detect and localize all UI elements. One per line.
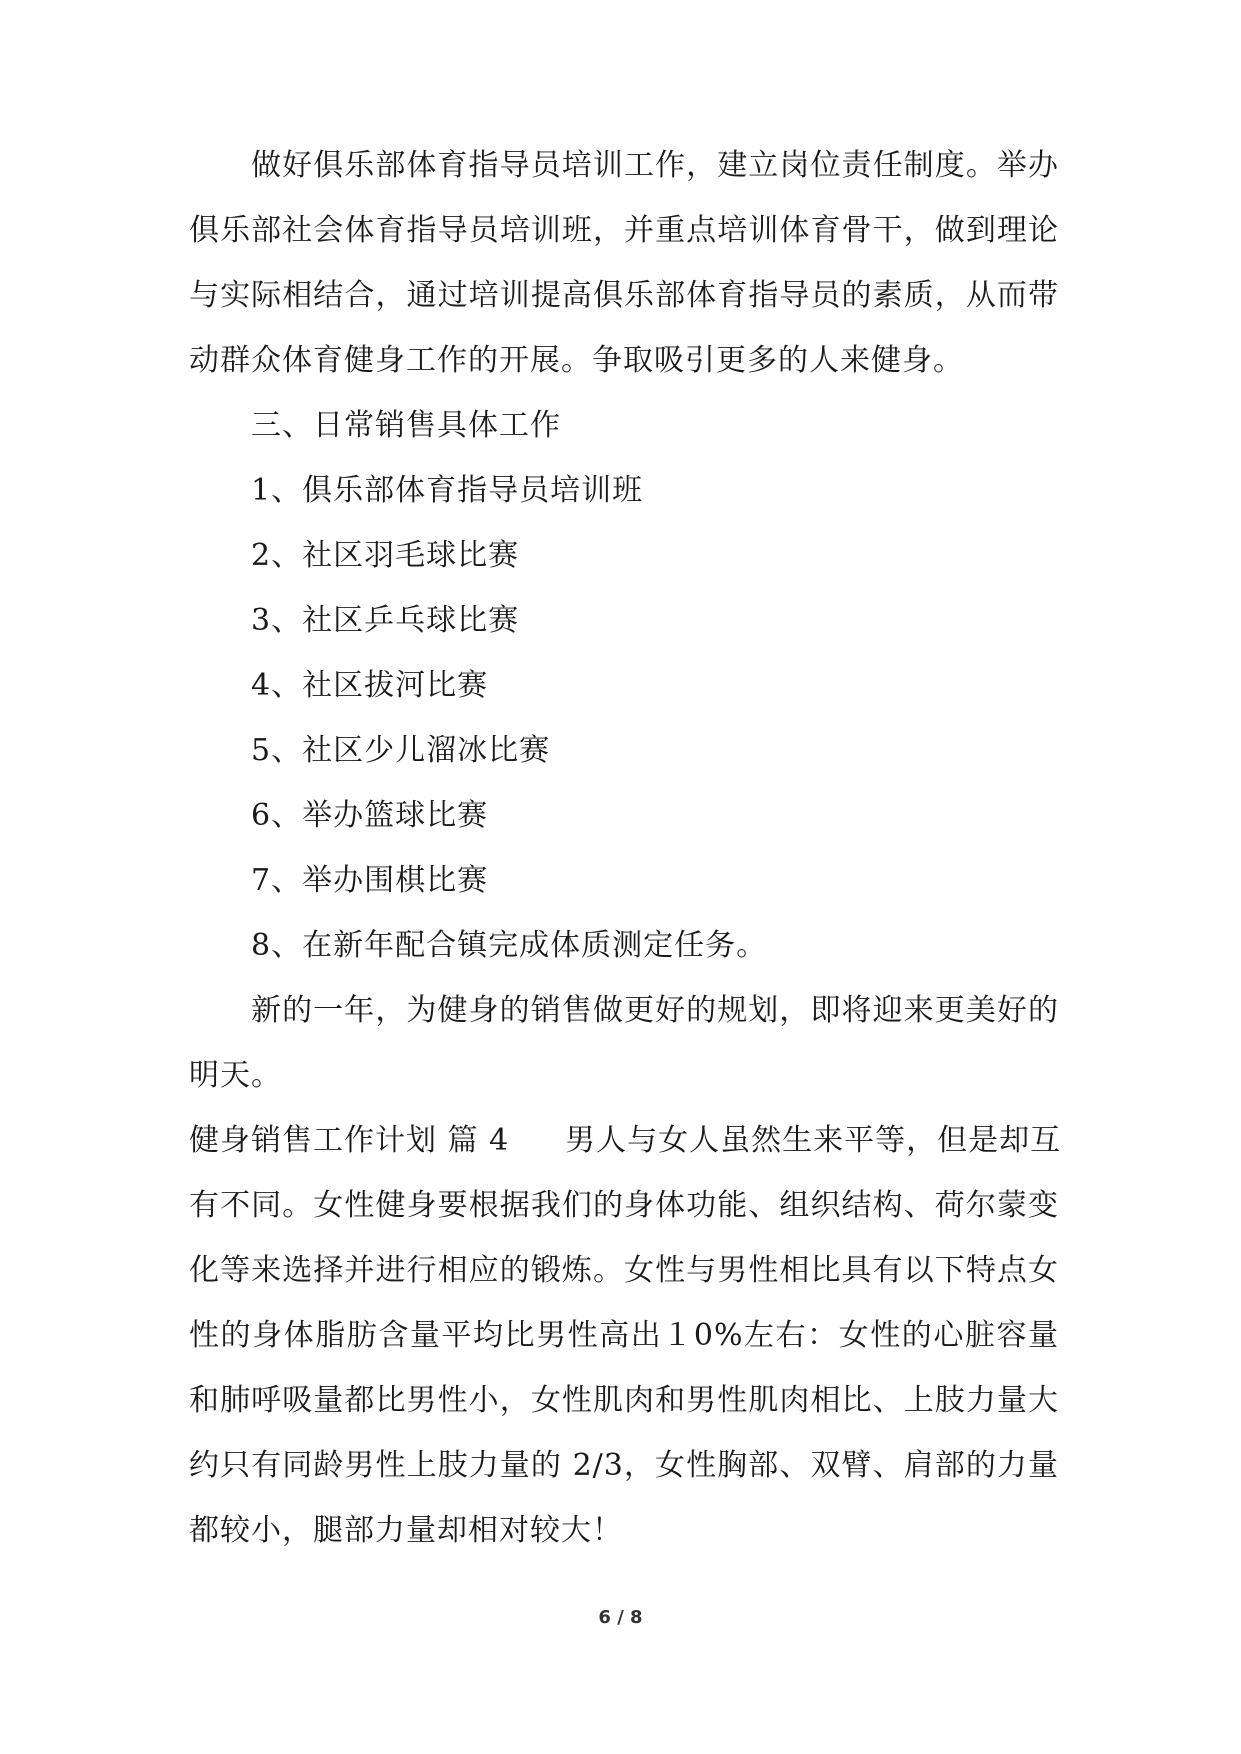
list-item: 2、社区羽毛球比赛 [251, 538, 520, 573]
paragraph-women-first-line: 男人与女人虽然生来平等，但是却互 [565, 1123, 1062, 1158]
list-item: 8、在新年配合镇完成体质测定任务。 [251, 928, 768, 963]
list-item: 3、社区乒乓球比赛 [251, 603, 520, 638]
list-item: 1、俱乐部体育指导员培训班 [251, 473, 644, 508]
body-text [189, 133, 1062, 1563]
paragraph-women: 有不同。女性健身要根据我们的身体功能、组织结构、荷尔蒙变化等来选择并进行相应的锻炼。女性与男性相比具有以下特点女性的身体脂肪含量平均比男性高出１0%左右：女性的心脏容量和肺呼吸量都比男性小，女性肌肉和男性肌肉相比、上肢力量大约只有同龄男性上肢力量的 2/3，女性胸部、双臂、肩部的力量都较小，腿部力量却相对较大！ [189, 1188, 1059, 1548]
paragraph-training: 做好俱乐部体育指导员培训工作，建立岗位责任制度。举办俱乐部社会体育指导员培训班，并重点培训体育骨干，做到理论与实际相结合，通过培训提高俱乐部体育指导员的素质，从而带动群众体育健身工作的开展。争取吸引更多的人来健身。 [189, 148, 1059, 378]
list-item: 7、举办围棋比赛 [251, 863, 489, 898]
list-item: 6、举办篮球比赛 [251, 798, 489, 833]
section-heading: 三、日常销售具体工作 [251, 408, 561, 443]
list-item: 5、社区少儿溜冰比赛 [251, 733, 551, 768]
article-title: 健身销售工作计划 篇 4 [189, 1123, 510, 1158]
paragraph-new-year: 新的一年，为健身的销售做更好的规划，即将迎来更美好的明天。 [189, 993, 1059, 1093]
list-item: 4、社区拔河比赛 [251, 668, 489, 703]
article-heading-line [189, 1108, 1062, 1173]
page-number: 6 / 8 [598, 1607, 643, 1628]
